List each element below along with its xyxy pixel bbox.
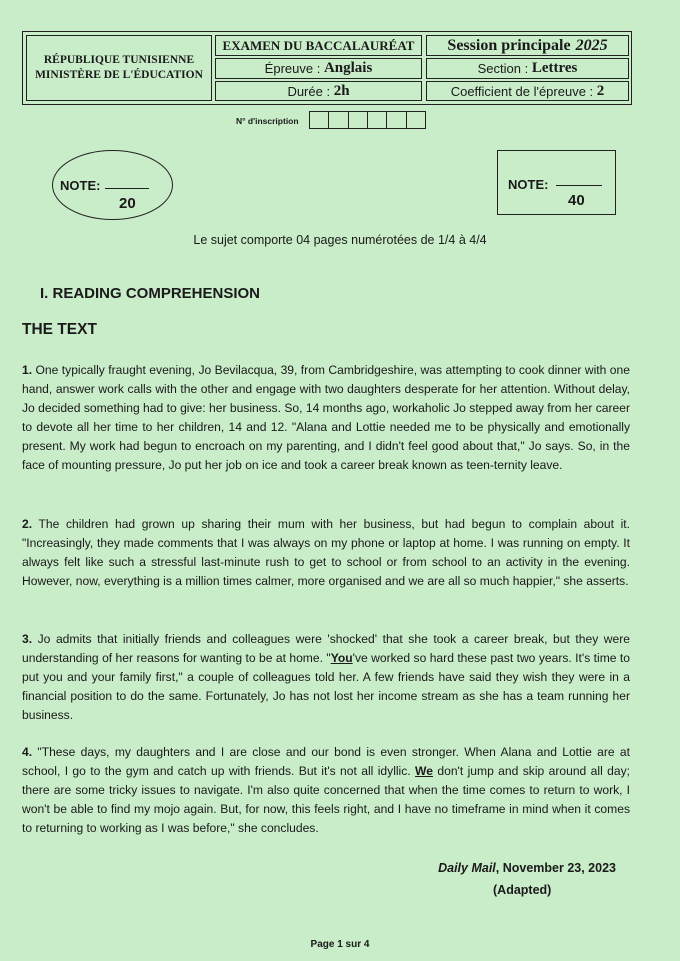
paragraph-text: The children had grown up sharing their mum with her business, but had begun to complain about it. "Increasingly, they made comments that I was always on my phone or laptop at home. I was running on empty. It always felt like such a stressful last-minute rush to get to school or from school to an activity in the evening. However, now, everything is a million times calmer, more organised and we are all so much happier," she asserts. — [22, 517, 630, 588]
underlined-reference-word: You — [330, 650, 353, 665]
paragraph-4 — [22, 743, 630, 838]
inscription-box[interactable] — [329, 112, 348, 128]
duree-cell — [215, 81, 422, 101]
session-year: 2025 — [575, 36, 608, 54]
duree-value: 2h — [333, 82, 350, 99]
institution-cell — [26, 35, 212, 101]
inscription-box[interactable] — [349, 112, 368, 128]
section-label: Section : — [477, 61, 529, 76]
inscription-box[interactable] — [368, 112, 387, 128]
paragraph-text: Jo admits that initially friends and colleagues were 'shocked' that she took a career break, but they were understanding of her reasons for wanting to be at home. " — [22, 632, 630, 665]
epreuve-value: Anglais — [323, 60, 373, 76]
note-blank-line — [556, 185, 602, 186]
inscription-box[interactable] — [310, 112, 329, 128]
section-title: I. READING COMPREHENSION — [40, 285, 261, 302]
inscription-label: N° d'inscription — [236, 116, 299, 126]
ministry-name: MINISTÈRE DE L'ÉDUCATION — [35, 69, 203, 81]
note-box — [497, 150, 616, 215]
paragraph-number: 4. — [22, 745, 33, 759]
paragraph-text: don't jump and skip around all day; there are some tricky issues to navigate. I'm also quite concerned that when the time comes to return to work, I won't be able to find my mojo again. But, for now, this feels right, and I have no timeframe in mind when it comes to returning to working as I was before," she concludes. — [22, 763, 630, 835]
note-label: NOTE: — [508, 177, 549, 192]
exam-header-table — [22, 31, 632, 105]
source-publication: Daily Mail — [438, 861, 496, 875]
session-label: Session principale — [447, 36, 571, 54]
epreuve-cell — [215, 58, 422, 79]
paragraph-text: "These days, my daughters and I are close and our bond is even stronger. When Alana and Lottie are at school, I go to the gym and catch up with friends. But it's not all idyllic. — [22, 745, 630, 778]
paragraph-number: 1. — [22, 363, 33, 377]
exam-name-cell: EXAMEN DU BACCALAURÉAT — [215, 35, 422, 56]
note-max: 20 — [119, 195, 136, 212]
paragraph-text: One typically fraught evening, Jo Bevilacqua, 39, from Cambridgeshire, was attempting to cook dinner with one hand, answer work calls with the other and engage with two daughters desperate for her attention. Without delay, Jo decided something had to give: her business. So, 14 months ago, workaholic Jo stepped away from her career to devote all her time to her children, 14 and 12. "Alana and Lottie needed me to be physically and emotionally present. My work had begun to encroach on my parenting, and I didn't feel good about that," Jo says. So, in the face of mounting pressure, Jo put her job on ice and took a career break known as teen-ternity leave. — [22, 363, 630, 472]
note-ellipse — [52, 150, 173, 220]
session-cell — [426, 35, 629, 56]
page-footer: Page 1 sur 4 — [310, 939, 370, 950]
coefficient-label: Coefficient de l'épreuve : — [450, 83, 594, 99]
source-adapted: (Adapted) — [493, 883, 552, 897]
paragraph-1 — [22, 361, 630, 474]
section-value: Lettres — [531, 60, 578, 76]
inscription-box[interactable] — [387, 112, 406, 128]
source-date: , November 23, 2023 — [495, 861, 616, 875]
note-max: 40 — [568, 192, 585, 209]
republic-name: RÉPUBLIQUE TUNISIENNE — [43, 54, 195, 66]
section-cell — [426, 58, 629, 79]
subject-page-note: Le sujet comporte 04 pages numérotées de 1/4 à 4/4 — [193, 233, 487, 247]
paragraph-3 — [22, 630, 630, 725]
epreuve-label: Épreuve : — [264, 61, 321, 76]
underlined-reference-word: We — [415, 763, 433, 778]
paragraph-number: 2. — [22, 517, 33, 531]
source-citation — [438, 861, 616, 875]
coefficient-value: 2 — [596, 82, 605, 99]
coefficient-cell — [426, 81, 629, 101]
paragraph-2 — [22, 515, 630, 591]
inscription-number-boxes[interactable] — [309, 111, 426, 129]
paragraph-text: 've worked so hard these past two years. It's time to put you and your family first," a couple of colleagues told her. A few friends have said they wish they were in a financial position to do the same. Fortunately, Jo has not lost her income stream as she has a team running her business. — [22, 650, 630, 722]
text-title: THE TEXT — [22, 321, 97, 338]
note-blank-line — [105, 188, 149, 189]
note-label: NOTE: — [60, 178, 101, 193]
duree-label: Durée : — [287, 83, 331, 99]
inscription-box[interactable] — [407, 112, 425, 128]
paragraph-number: 3. — [22, 632, 33, 646]
